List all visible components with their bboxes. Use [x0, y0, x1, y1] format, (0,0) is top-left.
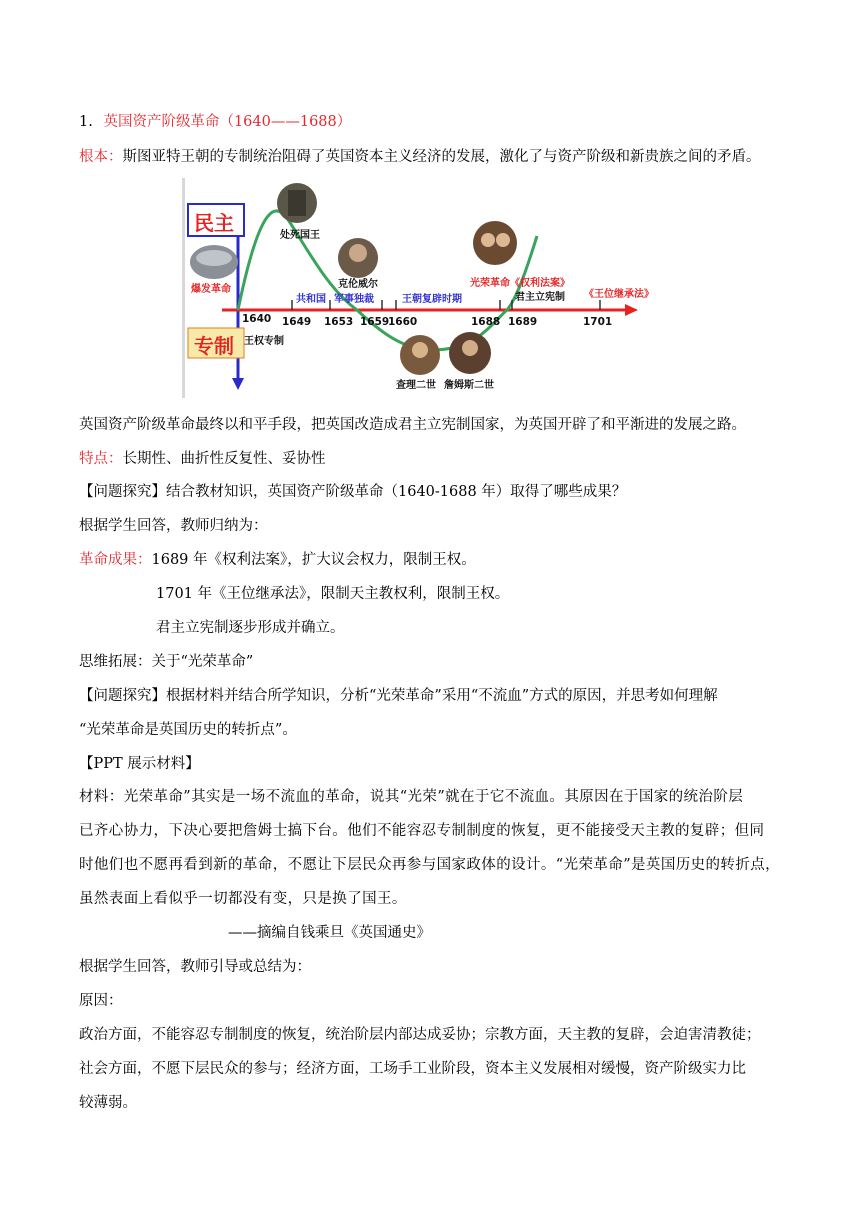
material-line: 时他们也不愿再看到新的革命，不愿让下层民众再参与国家政体的设计。“光荣革命”是英国历史的转折点， [79, 857, 781, 873]
glorious-revolution-label: 光荣革命《权利法案》 [470, 278, 570, 289]
axis-down-arrow [232, 378, 244, 390]
year-label: 1649 [282, 316, 312, 328]
cromwell-label: 克伦威尔 [338, 279, 378, 290]
reason-label: 原因： [79, 993, 123, 1009]
results-label: 革命成果： [79, 552, 152, 568]
features-text: 长期性、曲折性反复性、妥协性 [122, 451, 326, 467]
succession-act-label: 《王位继承法》 [584, 289, 654, 300]
year-label: 1659 [360, 316, 390, 328]
results-item: 1701 年《王位继承法》，限制天主教权利，限制王权。 [156, 586, 510, 602]
results-item: 1689 年《权利法案》，扩大议会权力，限制王权。 [151, 552, 476, 568]
answer-intro-1: 根据学生回答，教师归纳为： [79, 518, 268, 534]
year-label: 1653 [324, 316, 354, 328]
reason-line: 社会方面，不愿下层民众的参与；经济方面，工场手工业阶段，资本主义发展相对缓慢，资产阶级实力比 [79, 1061, 746, 1077]
results-paragraph [79, 550, 476, 570]
outbreak-label: 爆发革命 [191, 284, 231, 295]
material-line: 已齐心协力，下决心要把詹姆士搞下台。他们不能容忍专制制度的恢复，更不能接受天主教的复辟；但同 [79, 823, 765, 839]
question-1: 【问题探究】结合教材知识，英国资产阶级革命（1640-1688 年）取得了哪些成果？ [79, 484, 627, 500]
year-label: 1689 [508, 316, 538, 328]
heading-title: 英国资产阶级革命（1640——1688） [103, 114, 352, 130]
year-label: 1660 [388, 316, 418, 328]
thinking-expansion: 思维拓展：关于“光荣革命” [79, 654, 254, 670]
year-label: 1688 [471, 316, 501, 328]
results-item: 君主立宪制逐步形成并确立。 [156, 620, 345, 636]
charles-ii-label: 查理二世 [396, 380, 436, 391]
autocracy-box-label: 专制 [194, 334, 234, 358]
material-source: ——摘编自钱乘旦《英国通史》 [228, 925, 431, 941]
william-mary-portrait [473, 221, 517, 265]
democracy-box-label: 民主 [194, 211, 234, 235]
timeline-graphics [182, 178, 652, 398]
question-2-cont: “光荣革命是英国历史的转折点”。 [79, 722, 297, 738]
axis-right-arrow [625, 304, 638, 316]
absolutism-label: 王权专制 [244, 336, 284, 347]
heading-number: 1. [79, 114, 93, 130]
question-2: 【问题探究】根据材料并结合所学知识，分析“光荣革命”采用“不流血”方式的原因，并思考如何理解 [79, 688, 718, 704]
dictatorship-label: 军事独裁 [334, 294, 374, 305]
republic-label: 共和国 [296, 294, 326, 305]
year-label: 1701 [583, 316, 613, 328]
conclusion-paragraph: 英国资产阶级革命最终以和平手段，把英国改造成君主立宪制国家，为英国开辟了和平渐进的发展之路。 [79, 417, 746, 433]
ppt-material-heading: 【PPT 展示材料】 [79, 756, 200, 772]
material-line: 材料：光荣革命”其实是一场不流血的革命，说其“光荣”就在于它不流血。其原因在于国家的统治阶层 [79, 789, 744, 805]
james-ii-label: 詹姆斯二世 [444, 380, 494, 391]
root-label: 根本： [79, 149, 123, 165]
reason-line: 较薄弱。 [79, 1095, 137, 1111]
year-label: 1640 [242, 313, 272, 325]
section-heading [79, 112, 351, 132]
features-label: 特点： [79, 451, 123, 467]
revolution-timeline-diagram [182, 178, 652, 398]
execution-label: 处死国王 [280, 230, 320, 241]
root-text: 斯图亚特王朝的专制统治阻碍了英国资本主义经济的发展，激化了与资产阶级和新贵族之间的矛盾。 [122, 149, 761, 165]
features-paragraph [79, 449, 326, 469]
constitutional-monarchy-label: 君主立宪制 [515, 292, 565, 303]
answer-intro-2: 根据学生回答，教师引导或总结为： [79, 959, 311, 975]
root-cause-paragraph [79, 147, 761, 167]
restoration-label: 王朝复辟时期 [402, 294, 462, 305]
material-line: 虽然表面上看似乎一切都没有变，只是换了国王。 [79, 891, 407, 907]
reason-line: 政治方面，不能容忍专制制度的恢复，统治阶层内部达成妥协；宗教方面，天主教的复辟，会迫害清教徒； [79, 1027, 761, 1043]
